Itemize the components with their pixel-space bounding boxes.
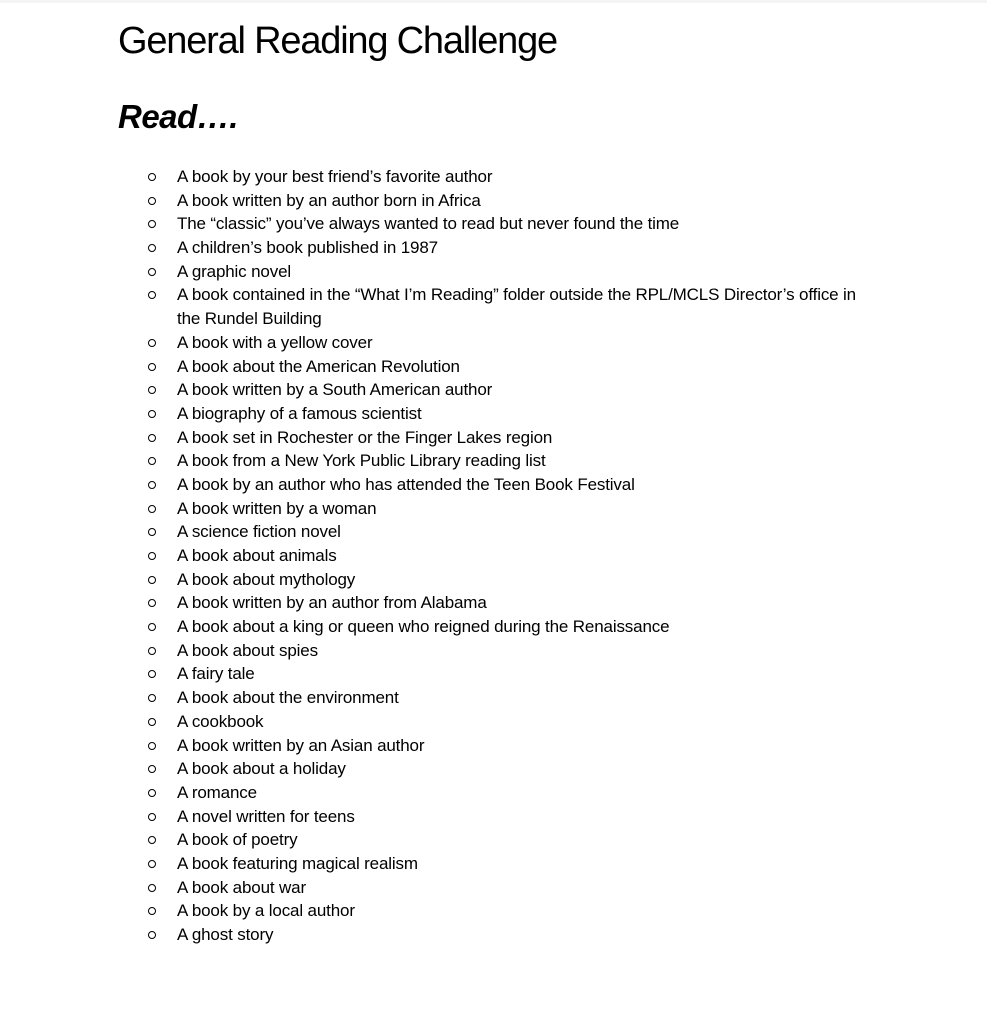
circle-bullet-icon [148, 363, 156, 371]
circle-bullet-icon [148, 765, 156, 773]
list-item-text: A book contained in the “What I’m Reading” folder outside the RPL/MCLS Director’s office in the Rundel Building [177, 285, 856, 329]
list-item-text: A book written by an author from Alabama [177, 593, 487, 613]
circle-bullet-icon [148, 836, 156, 844]
list-item-text: A book about the environment [177, 688, 399, 708]
list-item [0, 212, 987, 236]
list-item-text: A book about animals [177, 546, 337, 566]
circle-bullet-icon [148, 813, 156, 821]
list-item [0, 781, 987, 805]
list-item [0, 283, 987, 330]
circle-bullet-icon [148, 457, 156, 465]
circle-bullet-icon [148, 742, 156, 750]
circle-bullet-icon [148, 599, 156, 607]
list-item-text: A novel written for teens [177, 806, 355, 826]
document-title: General Reading Challenge [118, 20, 557, 62]
circle-bullet-icon [148, 789, 156, 797]
list-item [0, 686, 987, 710]
list-item [0, 710, 987, 734]
list-item [0, 828, 987, 852]
circle-bullet-icon [148, 576, 156, 584]
list-item [0, 615, 987, 639]
list-item [0, 923, 987, 947]
list-item-text: A book by your best friend’s favorite author [177, 167, 493, 186]
circle-bullet-icon [148, 670, 156, 678]
list-item [0, 165, 987, 189]
list-item-text: A book featuring magical realism [177, 853, 418, 873]
list-item [0, 331, 987, 355]
list-item-text: A book written by an author born in Africa [177, 190, 481, 210]
circle-bullet-icon [148, 268, 156, 276]
circle-bullet-icon [148, 647, 156, 655]
circle-bullet-icon [148, 528, 156, 536]
list-item [0, 426, 987, 450]
list-item [0, 378, 987, 402]
circle-bullet-icon [148, 884, 156, 892]
list-item [0, 520, 987, 544]
circle-bullet-icon [148, 386, 156, 394]
list-item [0, 449, 987, 473]
list-item-text: A fairy tale [177, 664, 255, 684]
circle-bullet-icon [148, 220, 156, 228]
circle-bullet-icon [148, 931, 156, 939]
reading-challenge-list [0, 165, 987, 947]
list-item-text: A book about the American Revolution [177, 356, 460, 376]
list-item-text: A book written by an Asian author [177, 735, 425, 755]
list-item-text: A book about spies [177, 640, 318, 660]
list-item-text: A book about a holiday [177, 759, 346, 779]
document-subtitle: Read…. [118, 98, 238, 135]
circle-bullet-icon [148, 694, 156, 702]
list-item-text: A romance [177, 782, 257, 802]
list-item [0, 734, 987, 758]
circle-bullet-icon [148, 718, 156, 726]
list-item [0, 805, 987, 829]
list-item-text: A book written by a South American author [177, 380, 493, 400]
list-item [0, 189, 987, 213]
circle-bullet-icon [148, 197, 156, 205]
list-item-text: The “classic” you’ve always wanted to read but never found the time [177, 214, 680, 234]
list-item [0, 236, 987, 260]
list-item-text: A book by a local author [177, 901, 355, 921]
list-item-text: A book written by a woman [177, 498, 377, 518]
list-item-text: A book set in Rochester or the Finger Lakes region [177, 427, 553, 447]
circle-bullet-icon [148, 410, 156, 418]
circle-bullet-icon [148, 552, 156, 560]
list-item-text: A cookbook [177, 711, 264, 731]
list-item-text: A book about a king or queen who reigned during the Renaissance [177, 617, 670, 637]
list-item [0, 852, 987, 876]
list-item [0, 639, 987, 663]
list-item-text: A graphic novel [177, 261, 291, 281]
list-item [0, 876, 987, 900]
list-item [0, 355, 987, 379]
circle-bullet-icon [148, 505, 156, 513]
circle-bullet-icon [148, 291, 156, 299]
list-item [0, 497, 987, 521]
circle-bullet-icon [148, 173, 156, 181]
list-item-text: A science fiction novel [177, 522, 341, 542]
list-item-text: A book with a yellow cover [177, 332, 373, 352]
list-item [0, 757, 987, 781]
list-item-text: A book about mythology [177, 569, 356, 589]
circle-bullet-icon [148, 907, 156, 915]
list-item-text: A book from a New York Public Library reading list [177, 451, 546, 471]
list-item-text: A ghost story [177, 925, 274, 945]
list-item [0, 260, 987, 284]
list-item-text: A book of poetry [177, 830, 298, 850]
circle-bullet-icon [148, 481, 156, 489]
circle-bullet-icon [148, 623, 156, 631]
list-item-text: A biography of a famous scientist [177, 403, 422, 423]
circle-bullet-icon [148, 434, 156, 442]
list-item [0, 662, 987, 686]
list-item [0, 544, 987, 568]
list-item [0, 568, 987, 592]
list-item-text: A book by an author who has attended the Teen Book Festival [177, 474, 635, 494]
list-item [0, 402, 987, 426]
list-item-text: A book about war [177, 877, 306, 897]
list-item [0, 473, 987, 497]
list-item [0, 899, 987, 923]
list-item-text: A children’s book published in 1987 [177, 238, 438, 258]
circle-bullet-icon [148, 860, 156, 868]
circle-bullet-icon [148, 244, 156, 252]
circle-bullet-icon [148, 339, 156, 347]
list-item [0, 591, 987, 615]
